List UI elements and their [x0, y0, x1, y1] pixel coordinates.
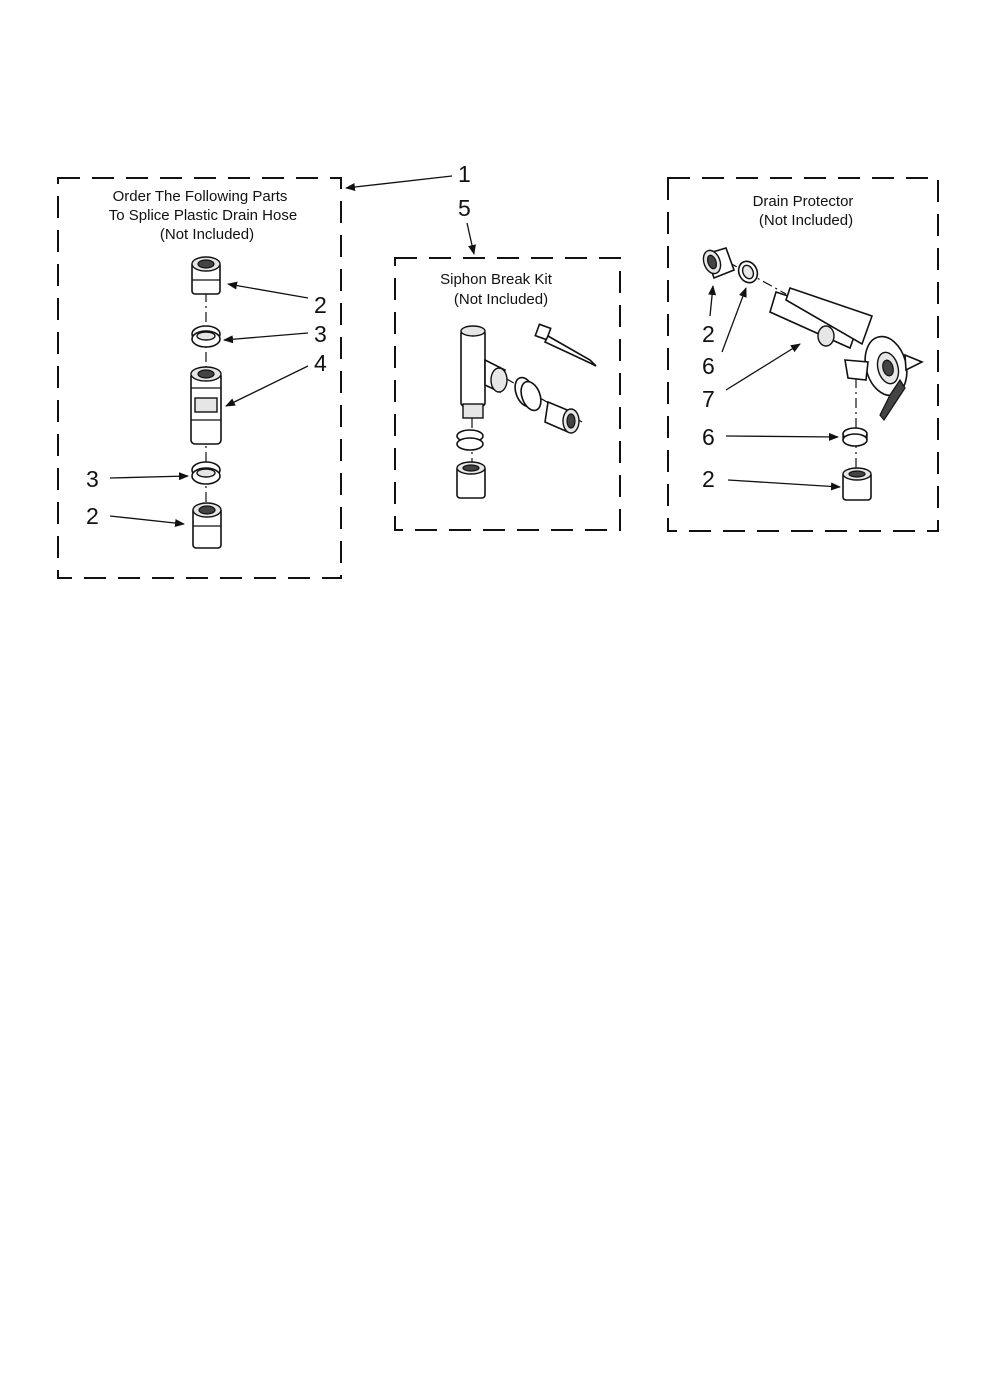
- drain-callout-7: 7: [702, 386, 715, 412]
- splice-callout-4: 4: [314, 350, 327, 376]
- drain-protector-body: [770, 288, 922, 420]
- splice-callout-3-bottom: 3: [86, 466, 99, 492]
- siphon-panel: [395, 258, 620, 530]
- drain-caption-line-1: Drain Protector: [752, 193, 854, 210]
- siphon-tee: [461, 326, 507, 418]
- siphon-clamp-bottom: [457, 430, 483, 450]
- splice-caption-line-2: To Splice Plastic Drain Hose: [108, 207, 298, 224]
- splice-caption-line-1: Order The Following Parts: [112, 188, 288, 205]
- drain-connector-top: [700, 248, 734, 278]
- drain-connector-bottom: [843, 468, 871, 500]
- splice-callout-3-top: 3: [314, 321, 327, 347]
- drain-leader-6-top: [722, 288, 746, 352]
- siphon-connector-side: [545, 402, 579, 433]
- callout-5-leader: [467, 223, 474, 254]
- drain-leader-7: [726, 344, 800, 390]
- siphon-connector-bottom: [457, 462, 485, 498]
- splice-leader-3-top: [224, 333, 308, 340]
- splice-connector-top: [192, 257, 220, 294]
- drain-leader-2-bottom: [728, 480, 840, 487]
- siphon-caption-line-1: Siphon Break Kit: [440, 271, 552, 288]
- splice-coupler: [191, 367, 221, 444]
- drain-leader-6-bottom: [726, 436, 838, 437]
- siphon-clamp-side: [511, 375, 544, 413]
- drain-callout-2-top: 2: [702, 321, 715, 347]
- callout-1: 1: [458, 161, 471, 187]
- drain-ring-bottom: [843, 428, 867, 446]
- splice-connector-bottom: [193, 503, 221, 548]
- drain-caption-line-2: (Not Included): [758, 212, 854, 229]
- splice-callout-2-bottom: 2: [86, 503, 99, 529]
- splice-caption-line-3: (Not Included): [159, 226, 255, 243]
- siphon-caption-line-2: (Not Included): [453, 291, 549, 308]
- siphon-cable-tie: [535, 324, 596, 366]
- splice-leader-3-bottom: [110, 476, 188, 478]
- drain-ring-top: [735, 258, 761, 286]
- splice-callout-2-top: 2: [314, 292, 327, 318]
- splice-panel: [58, 178, 341, 578]
- callout-1-leader: [346, 176, 452, 188]
- drain-callout-6-bottom: 6: [702, 424, 715, 450]
- splice-leader-2-top: [228, 284, 308, 298]
- drain-callout-2-bottom: 2: [702, 466, 715, 492]
- splice-leader-4: [226, 366, 308, 406]
- callout-5: 5: [458, 195, 471, 221]
- drain-callout-6-top: 6: [702, 353, 715, 379]
- splice-clamp-bottom: [192, 462, 220, 484]
- splice-leader-2-bottom: [110, 516, 184, 524]
- drain-panel: [668, 178, 938, 531]
- splice-clamp-top: [192, 326, 220, 347]
- drain-leader-2-top: [710, 286, 713, 316]
